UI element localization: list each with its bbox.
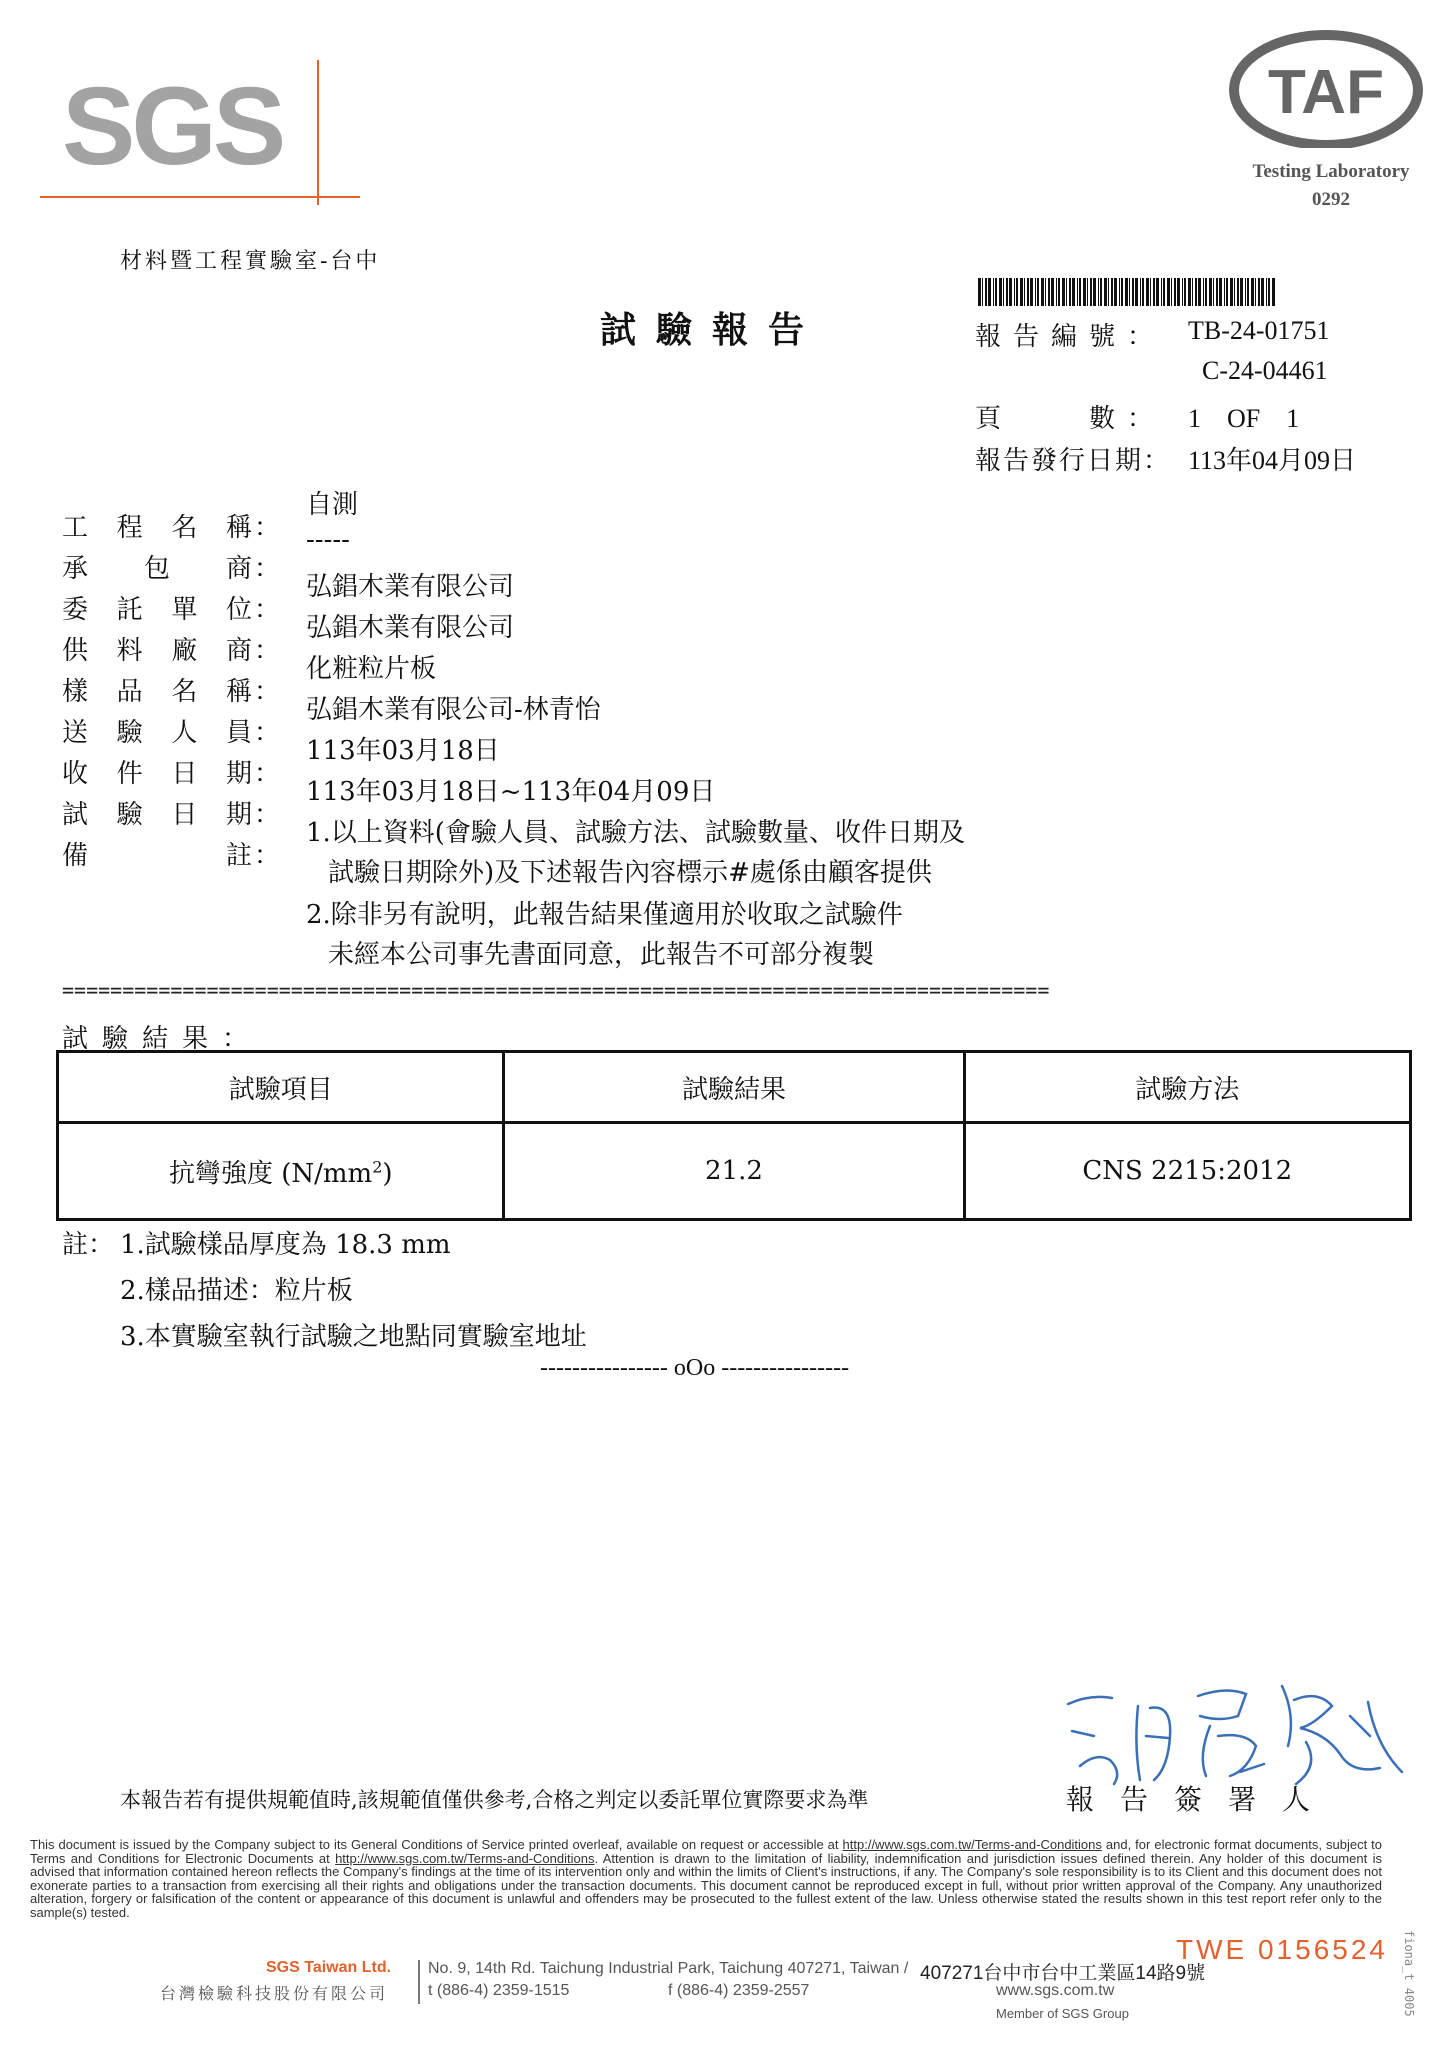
field-value: 1.以上資料(會驗人員、試驗方法、試驗數量、收件日期及 [306,818,965,848]
field-value: 化粧粒片板 [306,654,437,684]
field-label-char: 備 [62,841,89,871]
barcode-bar [1087,278,1088,306]
field-row [62,607,515,666]
barcode-bar [1020,278,1023,306]
disclaimer: This document is issued by the Company subject to its General Conditions of Service printed overleaf, available on request or accessible at http://www.sgs.com.tw/Terms-and-Conditions and, for electronic format documents, subject to Terms and Conditions for Electronic Documents at http://www.sgs.com.tw/Terms-and-Conditions. Attention is drawn to the limitation of liability, indemnification and jurisdiction issues defined therein. Any holder of this document is advised that information contained hereon reflects the Company's findings at the time of its intervention only and within the limits of Client's instructions, if any. The Company's sole responsibility is to its Client and this document does not exonerate parties to a transaction from exercising all their rights and obligations under the transaction documents. This document cannot be reproduced except in full, without prior written approval of the Company. Any unauthorized alteration, forgery or falsification of the content or appearance of this document is unlawful and offenders may be prosecuted to the fullest extent of the law. Unless otherwise stated the results shown in this test report refer only to the sample(s) tested. [30,1837,1383,1920]
barcode-bar [1111,278,1113,306]
taf-line1: Testing Laboratory [1252,161,1410,182]
footer-member: Member of SGS Group [996,2006,1129,2021]
field-label-char: 稱 [226,677,253,707]
footer-fax: f (886-4) 2359-2557 [668,1982,810,1999]
barcode-bar [1083,278,1086,306]
results-table [56,1050,1412,1221]
footer-separator [418,1960,420,2004]
report-title: 試驗報告 [600,309,825,351]
barcode-bar [1192,278,1193,306]
field-row [62,525,350,584]
note-1: 1.試驗樣品厚度為 18.3 mm [120,1230,451,1260]
field-label-char: 商 [226,636,253,666]
footer-company-zh: 台灣檢驗科技股份有限公司 [160,1984,389,2003]
cell-test-result: 21.2 [504,1123,964,1220]
field-label-colon: ： [254,554,281,584]
field-label-char: 期 [226,800,253,830]
barcode-bar [1009,278,1012,306]
divider: ================================================================================== [62,978,1050,1002]
field-value: 113年03月18日 [306,736,500,766]
remark-line-4: 未經本公司事先書面同意，此報告不可部分複製 [328,940,875,970]
barcode-bar [1104,278,1107,306]
remark-line-3: 2.除非另有說明，此報告結果僅適用於收取之試驗件 [306,900,903,930]
barcode-bar [1272,278,1275,306]
barcode-bar [1163,278,1165,306]
barcode-bar [1153,278,1155,306]
field-label-char: 收 [62,759,89,789]
barcode-bar [1240,278,1243,306]
barcode-bar [1146,278,1149,306]
field-label-char: 樣 [62,677,89,707]
barcode-bar [1108,278,1109,306]
field-label-char: 日 [171,800,198,830]
barcode-bar [1114,278,1117,306]
field-label-colon: ： [254,759,281,789]
barcode-bar [1077,278,1078,306]
field-label-char: 料 [116,636,143,666]
barcode-bar [1062,278,1065,306]
terms-link-1[interactable]: http://www.sgs.com.tw/Terms-and-Conditions [842,1837,1102,1852]
footer-web[interactable]: www.sgs.com.tw [996,1982,1115,1999]
barcode-bar [995,278,997,306]
barcode-bar [1125,278,1128,306]
field-label-char: 員 [226,718,253,748]
field-row [62,689,601,748]
terms-link-2[interactable]: http://www.sgs.com.tw/Terms-and-Conditions [335,1850,595,1866]
field-label-colon: ： [254,677,281,707]
barcode-bar [1219,278,1222,306]
field-row [62,566,515,625]
field-label-char: 件 [116,759,143,789]
taf-line2: 0292 [1312,189,1350,210]
barcode-bar [1058,278,1060,306]
barcode-bar [1203,278,1204,306]
barcode-bar [1100,278,1102,306]
barcode-bar [1072,278,1075,306]
field-label-char: 商 [226,554,253,584]
field-label-char: 程 [116,513,143,543]
field-label-char: 試 [62,800,89,830]
field-value: 弘錩木業有限公司 [306,613,515,643]
barcode-bar [1069,278,1071,306]
barcode-bar [1209,278,1212,306]
field-label-char: 期 [226,759,253,789]
barcode-bar [1245,278,1246,306]
end-mark: ---------------- oOo ---------------- [540,1355,850,1381]
barcode-bar [1226,278,1228,306]
field-label-char: 單 [171,595,198,625]
barcode-bar [1027,278,1029,306]
field-row [62,730,500,789]
barcode-bar [978,278,981,306]
field-label-colon: ： [254,636,281,666]
sgs-logo-lines [40,60,370,210]
field-label-char: 驗 [116,718,143,748]
barcode-bar [1048,278,1050,306]
table-header-row [58,1052,1411,1123]
field-row [62,484,359,543]
field-label-char: 託 [116,595,143,625]
header-test-item: 試驗項目 [58,1052,504,1123]
field-label-char: 承 [62,554,89,584]
barcode-bar [1247,278,1249,306]
footer-company-en: SGS Taiwan Ltd. [266,1959,392,1976]
barcode-bar [1056,278,1057,306]
criteria-note: 本報告若有提供規範值時,該規範值僅供參考,合格之判定以委託單位實際要求為準 [120,1788,869,1812]
barcode-bar [1230,278,1233,306]
barcode-bar [1079,278,1081,306]
note-3: 3.本實驗室執行試驗之地點同實驗室地址 [120,1322,587,1352]
field-label-char: 名 [171,677,198,707]
field-row [62,648,437,707]
barcode-bar [985,278,987,306]
footer-address: No. 9, 14th Rd. Taichung Industrial Park, Taichung 407271, Taiwan / [428,1960,909,1977]
barcode-bar [1135,278,1138,306]
field-label-char: 驗 [116,800,143,830]
serial-number: TWE 0156524 [1176,1934,1388,1965]
barcode-bar [1024,278,1025,306]
footer-address-zh: 407271台中市台中工業區14路9號 [920,1963,1206,1984]
barcode-bar [1161,278,1162,306]
barcode-bar [1142,278,1144,306]
field-label-char: 委 [62,595,89,625]
field-label-char: 送 [62,718,89,748]
pages-value: 1 OF 1 [1188,404,1300,433]
barcode-bar [1261,278,1264,306]
field-label-char: 包 [144,554,171,584]
field-label-char: 稱 [226,513,253,543]
field-label-colon: ： [254,595,281,625]
barcode-bar [1140,278,1141,306]
barcode-bar [1090,278,1092,306]
barcode-bar [1171,278,1172,306]
barcode-bar [1234,278,1235,306]
taf-logo-text: TAF [1268,58,1384,127]
barcode-bar [988,278,991,306]
field-value: 自測 [306,490,359,520]
barcode-bar [1119,278,1120,306]
barcode-bar [1251,278,1254,306]
barcode-bar [1258,278,1260,306]
note-2: 2.樣品描述：粒片板 [120,1276,353,1306]
barcode-bar [1051,278,1054,306]
report-number-value2: C-24-04461 [1202,356,1328,385]
barcode-bar [1014,278,1015,306]
barcode-bar [1035,278,1036,306]
barcode-bar [1030,278,1033,306]
barcode-bar [982,278,983,306]
barcode-bar [1003,278,1004,306]
barcode-bar [1213,278,1214,306]
barcode-bar [1255,278,1256,306]
remark-line-2: 試驗日期除外)及下述報告內容標示#處係由顧客提供 [328,858,932,888]
barcode-bar [1006,278,1008,306]
field-label-char: 註 [226,841,253,871]
barcode-bar [1156,278,1159,306]
barcode-bar [1188,278,1191,306]
lab-name: 材料暨工程實驗室-台中 [120,249,381,274]
field-label-char: 供 [62,636,89,666]
barcode-bar [1037,278,1039,306]
issue-date-value: 113年04月09日 [1188,446,1357,475]
field-label-char: 人 [171,718,198,748]
barcode-bar [1177,278,1180,306]
header-test-result: 試驗結果 [504,1052,964,1123]
issue-date-label: 報告發行日期： [975,446,1172,476]
barcode-bar [1016,278,1018,306]
field-label-char: 位 [226,595,253,625]
barcode-bar [1268,278,1270,306]
report-number-label: 報告編號： [975,322,1166,352]
barcode-bar [1129,278,1130,306]
field-row [62,771,716,830]
side-code: fiona_t 4005 [1402,1930,1416,2017]
field-label-colon: ： [254,841,281,871]
footer-phone: t (886-4) 2359-1515 [428,1982,570,1999]
barcode-bar [1184,278,1186,306]
barcode-bar [1266,278,1267,306]
cell-test-item: 抗彎強度 $(N/mm^2)$ [58,1123,504,1220]
field-label-char: 名 [171,513,198,543]
pages-label: 頁 數： [975,404,1166,434]
cell-test-method: CNS 2215:2012 [964,1123,1411,1220]
barcode-bar [1041,278,1044,306]
taf-caption [1226,158,1436,214]
barcode-bar [1237,278,1239,306]
table-row [58,1123,1411,1220]
barcode-bar [1216,278,1218,306]
field-value: 弘錩木業有限公司-林青怡 [306,695,601,725]
field-label-colon: ： [254,513,281,543]
barcode-bar [1066,278,1067,306]
barcode-bar [1150,278,1151,306]
barcode-bar [1093,278,1096,306]
barcode-bar [1195,278,1197,306]
signer-label: 報告簽署人 [1066,1783,1337,1816]
barcode-bar [1182,278,1183,306]
barcode-bar [1167,278,1170,306]
field-label-char: 品 [116,677,143,707]
field-value: 弘錩木業有限公司 [306,572,515,602]
barcode-bar [1205,278,1207,306]
barcode [978,278,1276,306]
field-row [62,812,965,871]
results-label: 試驗結果： [62,1024,263,1054]
field-label-colon: ： [254,800,281,830]
field-value: 113年03月18日~113年04月09日 [306,777,716,807]
field-value: ----- [306,525,350,555]
notes-prefix: 註： [62,1230,115,1260]
field-label-char: 日 [171,759,198,789]
taf-logo [1226,28,1426,148]
barcode-bar [993,278,994,306]
barcode-bar [1098,278,1099,306]
barcode-bar [1198,278,1201,306]
barcode-bar [1121,278,1123,306]
field-label-char: 廠 [171,636,198,666]
field-label-colon: ： [254,718,281,748]
header-test-method: 試驗方法 [964,1052,1411,1123]
sgs-logo: SGS [62,65,283,188]
barcode-bar [1174,278,1176,306]
field-label-char: 工 [62,513,89,543]
barcode-bar [1224,278,1225,306]
report-number-value: TB-24-01751 [1188,316,1330,345]
barcode-bar [999,278,1002,306]
barcode-bar [1132,278,1134,306]
barcode-bar [1045,278,1046,306]
